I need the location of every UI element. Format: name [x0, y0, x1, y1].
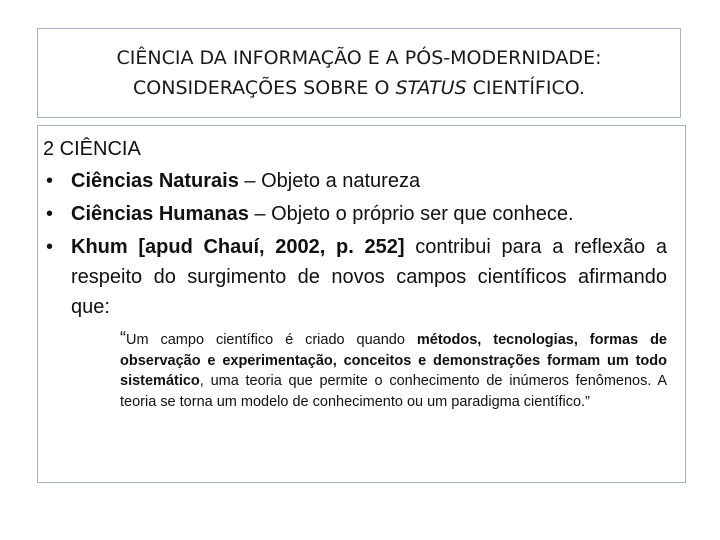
bullet-term: Ciências Naturais	[71, 170, 239, 192]
title-line-1: CIÊNCIA DA INFORMAÇÃO E A PÓS-MODERNIDADE:	[116, 47, 602, 69]
bullet-term: Khum [apud Chauí, 2002, p. 252]	[71, 236, 405, 258]
title-line-2-suffix: CIENTÍFICO.	[466, 77, 585, 99]
quote-text-end: , uma teoria que permite o conhecimento de inúmeros fenômenos. A teoria se torna um modelo de conhecimento ou um paradigma científico.”	[120, 373, 667, 410]
bullet-list	[43, 166, 667, 322]
quote-open-mark: “	[120, 328, 126, 348]
quote-text-start: Um campo científico é criado quando	[126, 332, 417, 348]
bullet-item-khum	[43, 232, 667, 322]
title-status-word: STATUS	[395, 77, 467, 99]
section-heading: 2 CIÊNCIA	[43, 138, 141, 160]
quote-bold-text: métodos, tecnologias, formas de observação e experimentação, conceitos e demonstrações formam um todo sistemático	[120, 332, 667, 389]
title-box	[37, 28, 681, 118]
content-box	[37, 125, 686, 483]
bullet-dot: •	[46, 203, 54, 225]
bullet-dot: •	[46, 170, 54, 192]
bullet-dot: •	[46, 236, 54, 258]
bullet-item-naturais	[43, 166, 667, 196]
bullet-description: contribui para a reflexão a respeito do surgimento de novos campos científicos afirmando que:	[71, 236, 667, 318]
title-line-2	[133, 73, 585, 103]
quote-block	[120, 328, 667, 412]
bullet-item-humanas	[43, 199, 667, 229]
bullet-description: – Objeto a natureza	[238, 170, 421, 192]
bullet-term: Ciências Humanas	[71, 203, 249, 225]
title-line-2-prefix: CONSIDERAÇÕES SOBRE O	[133, 77, 396, 99]
bullet-description: – Objeto o próprio ser que conhece.	[248, 203, 574, 225]
